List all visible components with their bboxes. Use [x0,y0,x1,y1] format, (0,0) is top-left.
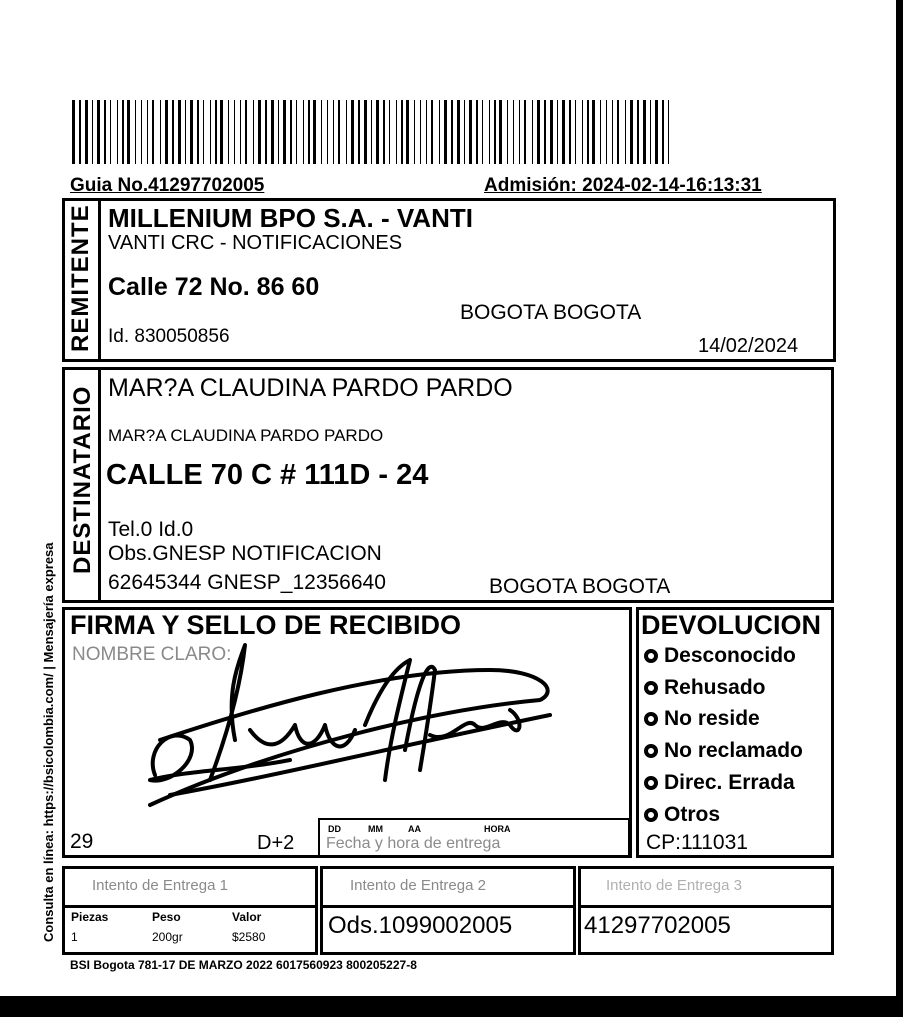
barcode-bar [444,100,447,164]
barcode-bar [612,100,613,164]
radio-circle-icon [644,808,658,822]
tracking-number: 41297702005 [584,912,731,939]
barcode-bar [338,100,340,164]
barcode-bar [313,100,316,164]
barcode-bar [643,100,646,164]
recipient-reference: 62645344 GNESP_12356640 [108,571,386,594]
barcode-bar [72,100,75,164]
barcode-bar [333,100,334,164]
barcode-bar [97,100,100,164]
return-option-refused[interactable]: Rehusado [644,676,766,700]
barcode-bar [258,100,261,164]
barcode-bar [451,100,453,164]
barcode-bar [575,100,576,164]
barcode-bar [197,100,199,164]
barcode-bar [327,100,328,164]
barcode-bar [396,100,397,164]
barcode-bar [582,100,583,164]
barcode-bar [85,100,88,164]
delivery-datetime-caption: Fecha y hora de entrega [326,835,501,852]
return-option-unclaimed[interactable]: No reclamado [644,739,803,763]
barcode-bar [303,100,304,164]
sender-date: 14/02/2024 [698,335,799,357]
barcode-bar [160,100,161,164]
barcode-bar [253,100,254,164]
name-label: NOMBRE CLARO: [72,644,232,665]
return-option-unknown[interactable]: Desconocido [644,644,796,668]
radio-circle-icon [644,649,658,663]
barcode-bar [668,100,669,164]
barcode-bar [420,100,421,164]
barcode-bar [625,100,626,164]
barcode-bar [650,100,651,164]
barcode-bar [234,100,235,164]
return-option-not-resident[interactable]: No reside [644,707,760,731]
date-field-aa: AA [408,824,421,834]
barcode-bar [637,100,639,164]
returns-title: DEVOLUCION [641,610,822,640]
barcode-bar [278,100,279,164]
barcode-bar [457,100,460,164]
barcode-bar [426,100,427,164]
barcode-bar [532,100,533,164]
barcode-bar [240,100,241,164]
barcode-bar [152,100,154,164]
recipient-name: MAR?A CLAUDINA PARDO PARDO [108,374,513,402]
recipient-city: BOGOTA BOGOTA [489,575,671,598]
barcode-bar [401,100,403,164]
recipient-address: CALLE 70 C # 111D - 24 [106,459,429,491]
order-number: Ods.1099002005 [328,912,513,939]
radio-circle-icon [644,681,658,695]
recipient-observations: Obs.GNESP NOTIFICACION [108,542,382,565]
barcode-bar [104,100,106,164]
scan-edge-right [896,0,903,1017]
sender-section-label: REMITENTE [67,204,94,352]
barcode-bar [414,100,415,164]
sender-address: Calle 72 No. 86 60 [108,273,320,301]
barcode-bar [406,100,409,164]
weight-value: 200gr [152,930,183,944]
barcode-bar [489,100,490,164]
barcode-bar [389,100,390,164]
sender-company: MILLENIUM BPO S.A. - VANTI [108,203,473,233]
barcode-bar [507,100,508,164]
barcode-bar [439,100,440,164]
barcode-bar [358,100,360,164]
sender-city: BOGOTA BOGOTA [460,301,642,324]
date-field-hora: HORA [484,824,511,834]
barcode-bar [351,100,354,164]
barcode-bar [117,100,118,164]
radio-circle-icon [644,712,658,726]
barcode-bar [283,100,286,164]
barcode-bar [135,100,136,164]
scan-edge-bottom [0,996,903,1017]
barcode-bar [383,100,385,164]
barcode-bar [190,100,193,164]
barcode-bar [79,100,81,164]
barcode-bar [172,100,174,164]
attempt-label-1: Intento de Entrega 1 [92,877,228,894]
barcode-bar [476,100,478,164]
barcode-bar [203,100,204,164]
barcode-bar [464,100,465,164]
barcode-bar [630,100,633,164]
signature-title: FIRMA Y SELLO DE RECIBIDO [70,610,462,640]
barcode-bar [606,100,607,164]
admission-datetime: Admisión: 2024-02-14-16:13:31 [484,175,762,196]
barcode-bar [321,100,322,164]
barcode-bar [122,100,124,164]
barcode-bar [147,100,148,164]
barcode-bar [210,100,211,164]
barcode-bar [524,100,526,164]
barcode-bar [110,100,111,164]
barcode-bar [544,100,546,164]
barcode-bar [215,100,217,164]
barcode-bar [655,100,658,164]
barcode-bar [569,100,571,164]
attempt-label-3: Intento de Entrega 3 [606,877,742,894]
date-field-mm: MM [368,824,383,834]
barcode-bar [592,100,595,164]
barcode-bar [600,100,601,164]
barcode-bar [271,100,274,164]
barcode-bar [228,100,229,164]
sender-id: Id. 830050856 [108,326,230,347]
barcode-bar [557,100,558,164]
barcode-bar [662,100,664,164]
date-field-dd: DD [328,824,341,834]
sender-department: VANTI CRC - NOTIFICACIONES [108,232,403,254]
barcode-bar [562,100,565,164]
guide-number: Guia No.41297702005 [70,175,265,196]
weight-label: Peso [152,910,181,924]
postal-code: CP:111031 [646,831,748,854]
barcode-bar [141,100,142,164]
handwritten-signature [130,630,560,820]
barcode-bar [376,100,379,164]
barcode-bar [127,100,130,164]
attempt-label-2: Intento de Entrega 2 [350,877,486,894]
signature-right-code: D+2 [257,832,295,854]
barcode [72,100,678,164]
barcode-bar [245,100,247,164]
barcode-bar [494,100,496,164]
barcode-bar [308,100,310,164]
barcode-bar [537,100,540,164]
footer-info: BSI Bogota 781-17 DE MARZO 2022 6017560923 800205227-8 [70,958,417,972]
barcode-bar [499,100,502,164]
value-amount: $2580 [232,930,266,944]
barcode-bar [296,100,297,164]
barcode-bar [550,100,553,164]
pieces-value: 1 [71,930,78,944]
radio-circle-icon [644,776,658,790]
barcode-bar [165,100,168,164]
return-option-other[interactable]: Otros [644,803,720,827]
barcode-bar [185,100,186,164]
barcode-bar [290,100,292,164]
barcode-bar [519,100,520,164]
barcode-bar [587,100,589,164]
barcode-bar [371,100,372,164]
barcode-bar [364,100,367,164]
barcode-bar [482,100,483,164]
barcode-bar [265,100,267,164]
barcode-bar [92,100,93,164]
barcode-bar [469,100,472,164]
barcode-bar [178,100,181,164]
recipient-contact: MAR?A CLAUDINA PARDO PARDO [108,426,384,445]
signature-left-code: 29 [70,830,94,853]
value-label: Valor [232,910,262,924]
pieces-label: Piezas [71,910,109,924]
barcode-bar [513,100,514,164]
return-option-wrong-address[interactable]: Direc. Errada [644,771,795,795]
recipient-phone-id: Tel.0 Id.0 [108,518,194,541]
barcode-bar [346,100,347,164]
barcode-bar [431,100,433,164]
barcode-bar [617,100,619,164]
recipient-section-label: DESTINATARIO [69,385,96,574]
radio-circle-icon [644,744,658,758]
side-note: Consulta en línea: https://bsicolombia.com/ | Mensajería expresa [41,542,56,942]
barcode-bar [220,100,223,164]
